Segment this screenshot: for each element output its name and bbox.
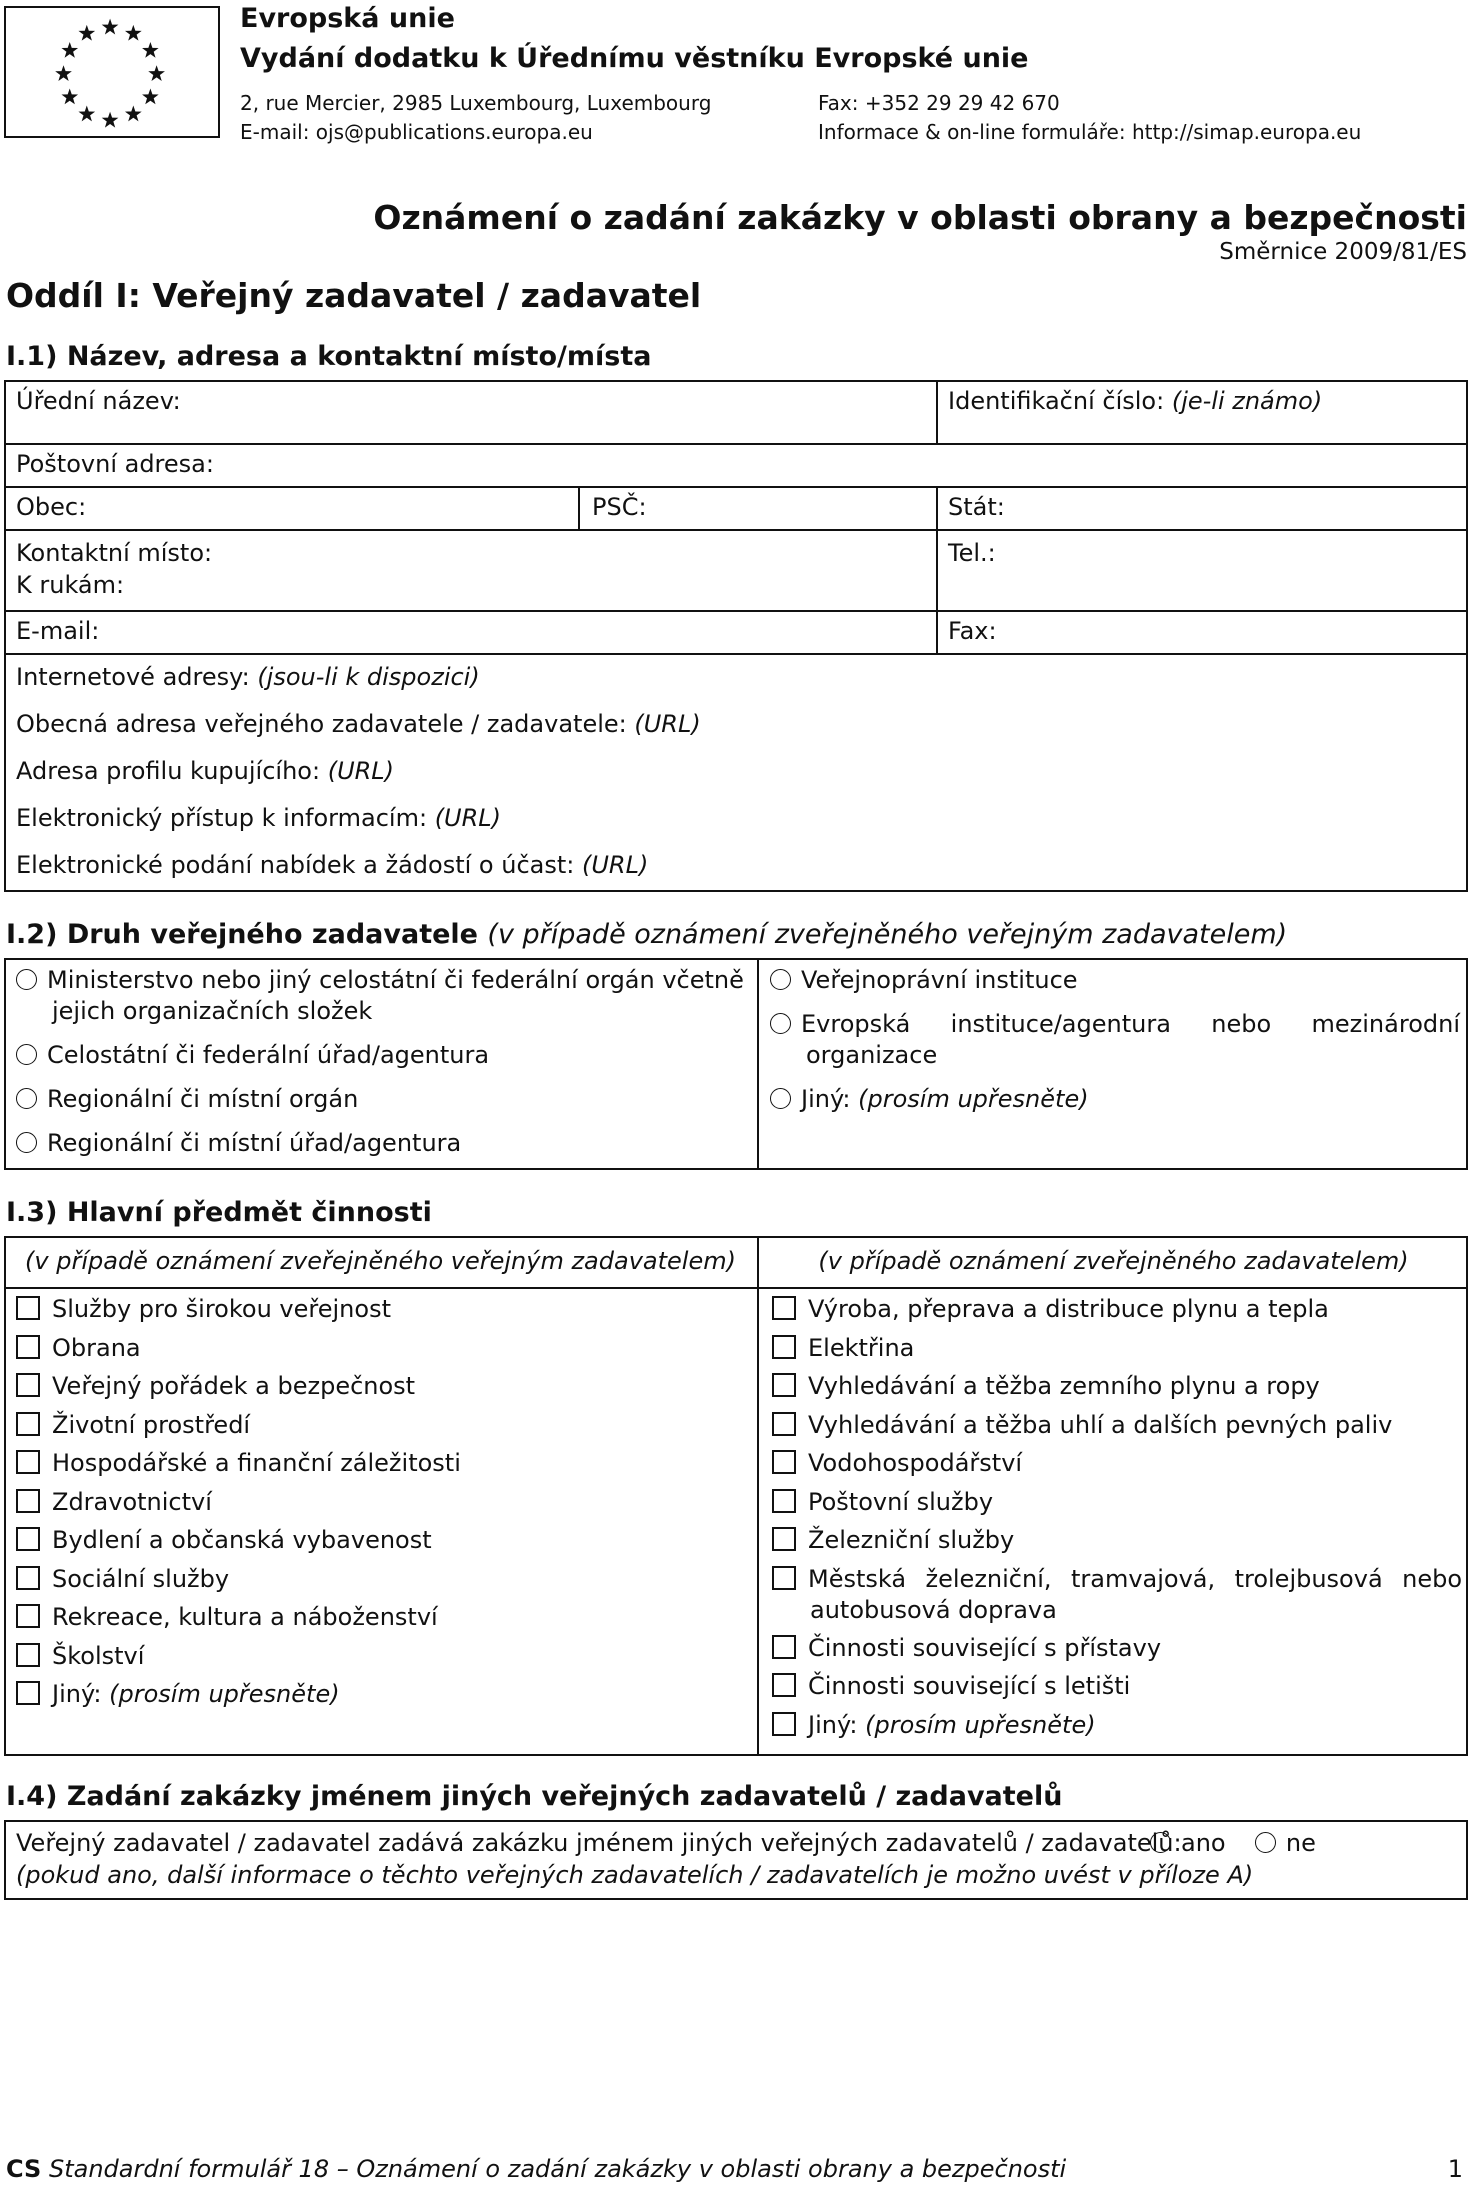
- town-label: Obec:: [16, 493, 87, 521]
- checkbox-icon[interactable]: [16, 1412, 40, 1436]
- official-name-label: Úřední název:: [16, 387, 181, 415]
- activity-item-other[interactable]: Jiný: (prosím upřesněte): [772, 1710, 1096, 1741]
- checkbox-icon[interactable]: [16, 1604, 40, 1628]
- authority-type-other[interactable]: Jiný: (prosím upřesněte): [770, 1084, 1089, 1115]
- star-icon: [102, 112, 119, 128]
- checkbox-icon[interactable]: [16, 1681, 40, 1705]
- activity-item-other[interactable]: Jiný: (prosím upřesněte): [16, 1679, 340, 1710]
- checkbox-icon[interactable]: [16, 1373, 40, 1397]
- checkbox-icon[interactable]: [16, 1489, 40, 1513]
- activity-item[interactable]: Životní prostředí: [16, 1410, 746, 1441]
- activity-item[interactable]: Služby pro širokou veřejnost: [16, 1294, 746, 1325]
- header-fax: Fax: +352 29 29 42 670: [818, 91, 1060, 115]
- on-behalf-options: [1150, 1828, 1316, 1858]
- section-i1-heading: I.1) Název, adresa a kontaktní místo/místa: [6, 341, 652, 372]
- checkbox-icon[interactable]: [772, 1412, 796, 1436]
- activity-item[interactable]: Elektřina: [772, 1333, 1462, 1364]
- activity-item[interactable]: Školství: [16, 1641, 746, 1672]
- activity-item[interactable]: Činnosti související s přístavy: [772, 1633, 1462, 1664]
- star-icon: [142, 42, 159, 58]
- radio-icon[interactable]: [770, 969, 791, 990]
- section-i2-heading: I.2) Druh veřejného zadavatele (v případě oznámení zveřejněného veřejným zadavatelem): [6, 919, 1288, 950]
- activity-item[interactable]: Železniční služby: [772, 1525, 1462, 1556]
- checkbox-icon[interactable]: [772, 1450, 796, 1474]
- checkbox-icon[interactable]: [772, 1489, 796, 1513]
- footer: [6, 2154, 1066, 2184]
- activity-right-header: (v případě oznámení zveřejněného zadavatelem): [818, 1247, 1409, 1275]
- activity-item[interactable]: Rekreace, kultura a náboženství: [16, 1602, 746, 1633]
- document-title: Oznámení o zadání zakázky v oblasti obrany a bezpečnosti: [373, 198, 1467, 237]
- checkbox-icon[interactable]: [16, 1296, 40, 1320]
- activity-item[interactable]: Vyhledávání a těžba zemního plynu a ropy: [772, 1371, 1462, 1402]
- checkbox-icon[interactable]: [772, 1527, 796, 1551]
- checkbox-icon[interactable]: [772, 1296, 796, 1320]
- activity-item[interactable]: Vodohospodářství: [772, 1448, 1462, 1479]
- activity-item[interactable]: Vyhledávání a těžba uhlí a dalších pevných paliv: [772, 1410, 1462, 1441]
- activity-item[interactable]: Bydlení a občanská vybavenost: [16, 1525, 746, 1556]
- postal-address-label: Poštovní adresa:: [16, 450, 214, 478]
- activity-left-header: (v případě oznámení zveřejněného veřejným zadavatelem): [25, 1247, 736, 1275]
- checkbox-icon[interactable]: [772, 1635, 796, 1659]
- header-publisher: Vydání dodatku k Úřednímu věstníku Evropské unie: [240, 43, 1029, 74]
- activity-item[interactable]: Zdravotnictví: [16, 1487, 746, 1518]
- checkbox-icon[interactable]: [772, 1712, 796, 1736]
- radio-icon[interactable]: [16, 969, 37, 990]
- checkbox-icon[interactable]: [16, 1527, 40, 1551]
- activity-item[interactable]: Městská železniční, tramvajová, trolejbusová nebo autobusová doprava: [772, 1564, 1462, 1626]
- star-icon: [61, 88, 78, 104]
- postcode-label: PSČ:: [592, 493, 647, 521]
- authority-type-regional-agency[interactable]: Regionální či místní úřad/agentura: [16, 1128, 461, 1159]
- activity-item[interactable]: Hospodářské a finanční záležitosti: [16, 1448, 746, 1479]
- radio-icon[interactable]: [1255, 1832, 1276, 1853]
- electronic-access-label: Elektronický přístup k informacím: (URL): [16, 804, 502, 832]
- star-icon: [78, 106, 95, 122]
- email-label: E-mail:: [16, 617, 100, 645]
- internet-addresses-label: Internetové adresy: (jsou-li k dispozici): [16, 663, 480, 691]
- activity-item[interactable]: Obrana: [16, 1333, 746, 1364]
- radio-icon[interactable]: [770, 1088, 791, 1109]
- activity-item[interactable]: Sociální služby: [16, 1564, 746, 1595]
- general-address-label: Obecná adresa veřejného zadavatele / zadavatele: (URL): [16, 710, 701, 738]
- footer-lang: CS: [6, 2155, 42, 2183]
- star-icon: [148, 65, 165, 81]
- buyer-profile-label: Adresa profilu kupujícího: (URL): [16, 757, 395, 785]
- activity-item[interactable]: Poštovní služby: [772, 1487, 1462, 1518]
- section-title: Oddíl I: Veřejný zadavatel / zadavatel: [6, 276, 702, 315]
- contact-point-label: Kontaktní místo:: [16, 539, 213, 567]
- checkbox-icon[interactable]: [16, 1643, 40, 1667]
- on-behalf-yes[interactable]: ano: [1150, 1829, 1226, 1857]
- header-address: 2, rue Mercier, 2985 Luxembourg, Luxembourg: [240, 91, 712, 115]
- header-info: Informace & on-line formuláře: http://simap.europa.eu: [818, 120, 1362, 144]
- attention-label: K rukám:: [16, 571, 125, 599]
- footer-page-number: 1: [1447, 2155, 1463, 2183]
- section-i4-heading: I.4) Zadání zakázky jménem jiných veřejných zadavatelů / zadavatelů: [6, 1781, 1063, 1812]
- checkbox-icon[interactable]: [772, 1673, 796, 1697]
- star-icon: [78, 25, 95, 41]
- checkbox-icon[interactable]: [16, 1566, 40, 1590]
- electronic-submission-label: Elektronické podání nabídek a žádostí o účast: (URL): [16, 851, 649, 879]
- star-icon: [125, 106, 142, 122]
- id-number-label: Identifikační číslo: (je-li známo): [948, 387, 1323, 415]
- radio-icon[interactable]: [1150, 1832, 1171, 1853]
- star-icon: [102, 19, 119, 35]
- star-icon: [55, 65, 72, 81]
- fax-label: Fax:: [948, 617, 997, 645]
- checkbox-icon[interactable]: [772, 1373, 796, 1397]
- activity-item[interactable]: Veřejný pořádek a bezpečnost: [16, 1371, 746, 1402]
- star-icon: [125, 25, 142, 41]
- radio-icon[interactable]: [16, 1132, 37, 1153]
- eu-stars-icon: [6, 8, 218, 136]
- header-org: Evropská unie: [240, 3, 455, 34]
- section-i3-heading: I.3) Hlavní předmět činnosti: [6, 1197, 432, 1228]
- checkbox-icon[interactable]: [16, 1335, 40, 1359]
- on-behalf-note: (pokud ano, další informace o těchto veřejných zadavatelích / zadavatelích je možno uvést v příloze A): [16, 1861, 1254, 1889]
- header-email: E-mail: ojs@publications.europa.eu: [240, 120, 593, 144]
- footer-text: Standardní formulář 18 – Oznámení o zadání zakázky v oblasti obrany a bezpečnosti: [48, 2155, 1067, 2183]
- directive-label: Směrnice 2009/81/ES: [1219, 239, 1467, 265]
- radio-icon[interactable]: [16, 1044, 37, 1065]
- eu-flag-logo: [4, 6, 220, 138]
- checkbox-icon[interactable]: [16, 1450, 40, 1474]
- authority-type-public-law-body[interactable]: Veřejnoprávní instituce: [770, 965, 1078, 996]
- radio-icon[interactable]: [770, 1013, 791, 1034]
- activity-item[interactable]: Činnosti související s letišti: [772, 1671, 1462, 1702]
- authority-type-national-agency[interactable]: Celostátní či federální úřad/agentura: [16, 1040, 489, 1071]
- star-icon: [61, 42, 78, 58]
- on-behalf-no[interactable]: ne: [1255, 1829, 1316, 1857]
- on-behalf-question: Veřejný zadavatel / zadavatel zadává zakázku jménem jiných veřejných zadavatelů / zadavatelů:: [16, 1829, 1182, 1857]
- telephone-label: Tel.:: [948, 539, 996, 567]
- authority-type-regional-authority[interactable]: Regionální či místní orgán: [16, 1084, 358, 1115]
- checkbox-icon[interactable]: [772, 1335, 796, 1359]
- country-label: Stát:: [948, 493, 1005, 521]
- authority-type-eu-institution[interactable]: Evropská instituce/agentura nebo mezinárodní organizace: [770, 1009, 1460, 1071]
- checkbox-icon[interactable]: [772, 1566, 796, 1590]
- star-icon: [142, 88, 159, 104]
- activity-item[interactable]: Výroba, přeprava a distribuce plynu a tepla: [772, 1294, 1462, 1325]
- authority-type-ministry[interactable]: Ministerstvo nebo jiný celostátní či federální orgán včetně jejich organizačních složek: [16, 965, 746, 1027]
- radio-icon[interactable]: [16, 1088, 37, 1109]
